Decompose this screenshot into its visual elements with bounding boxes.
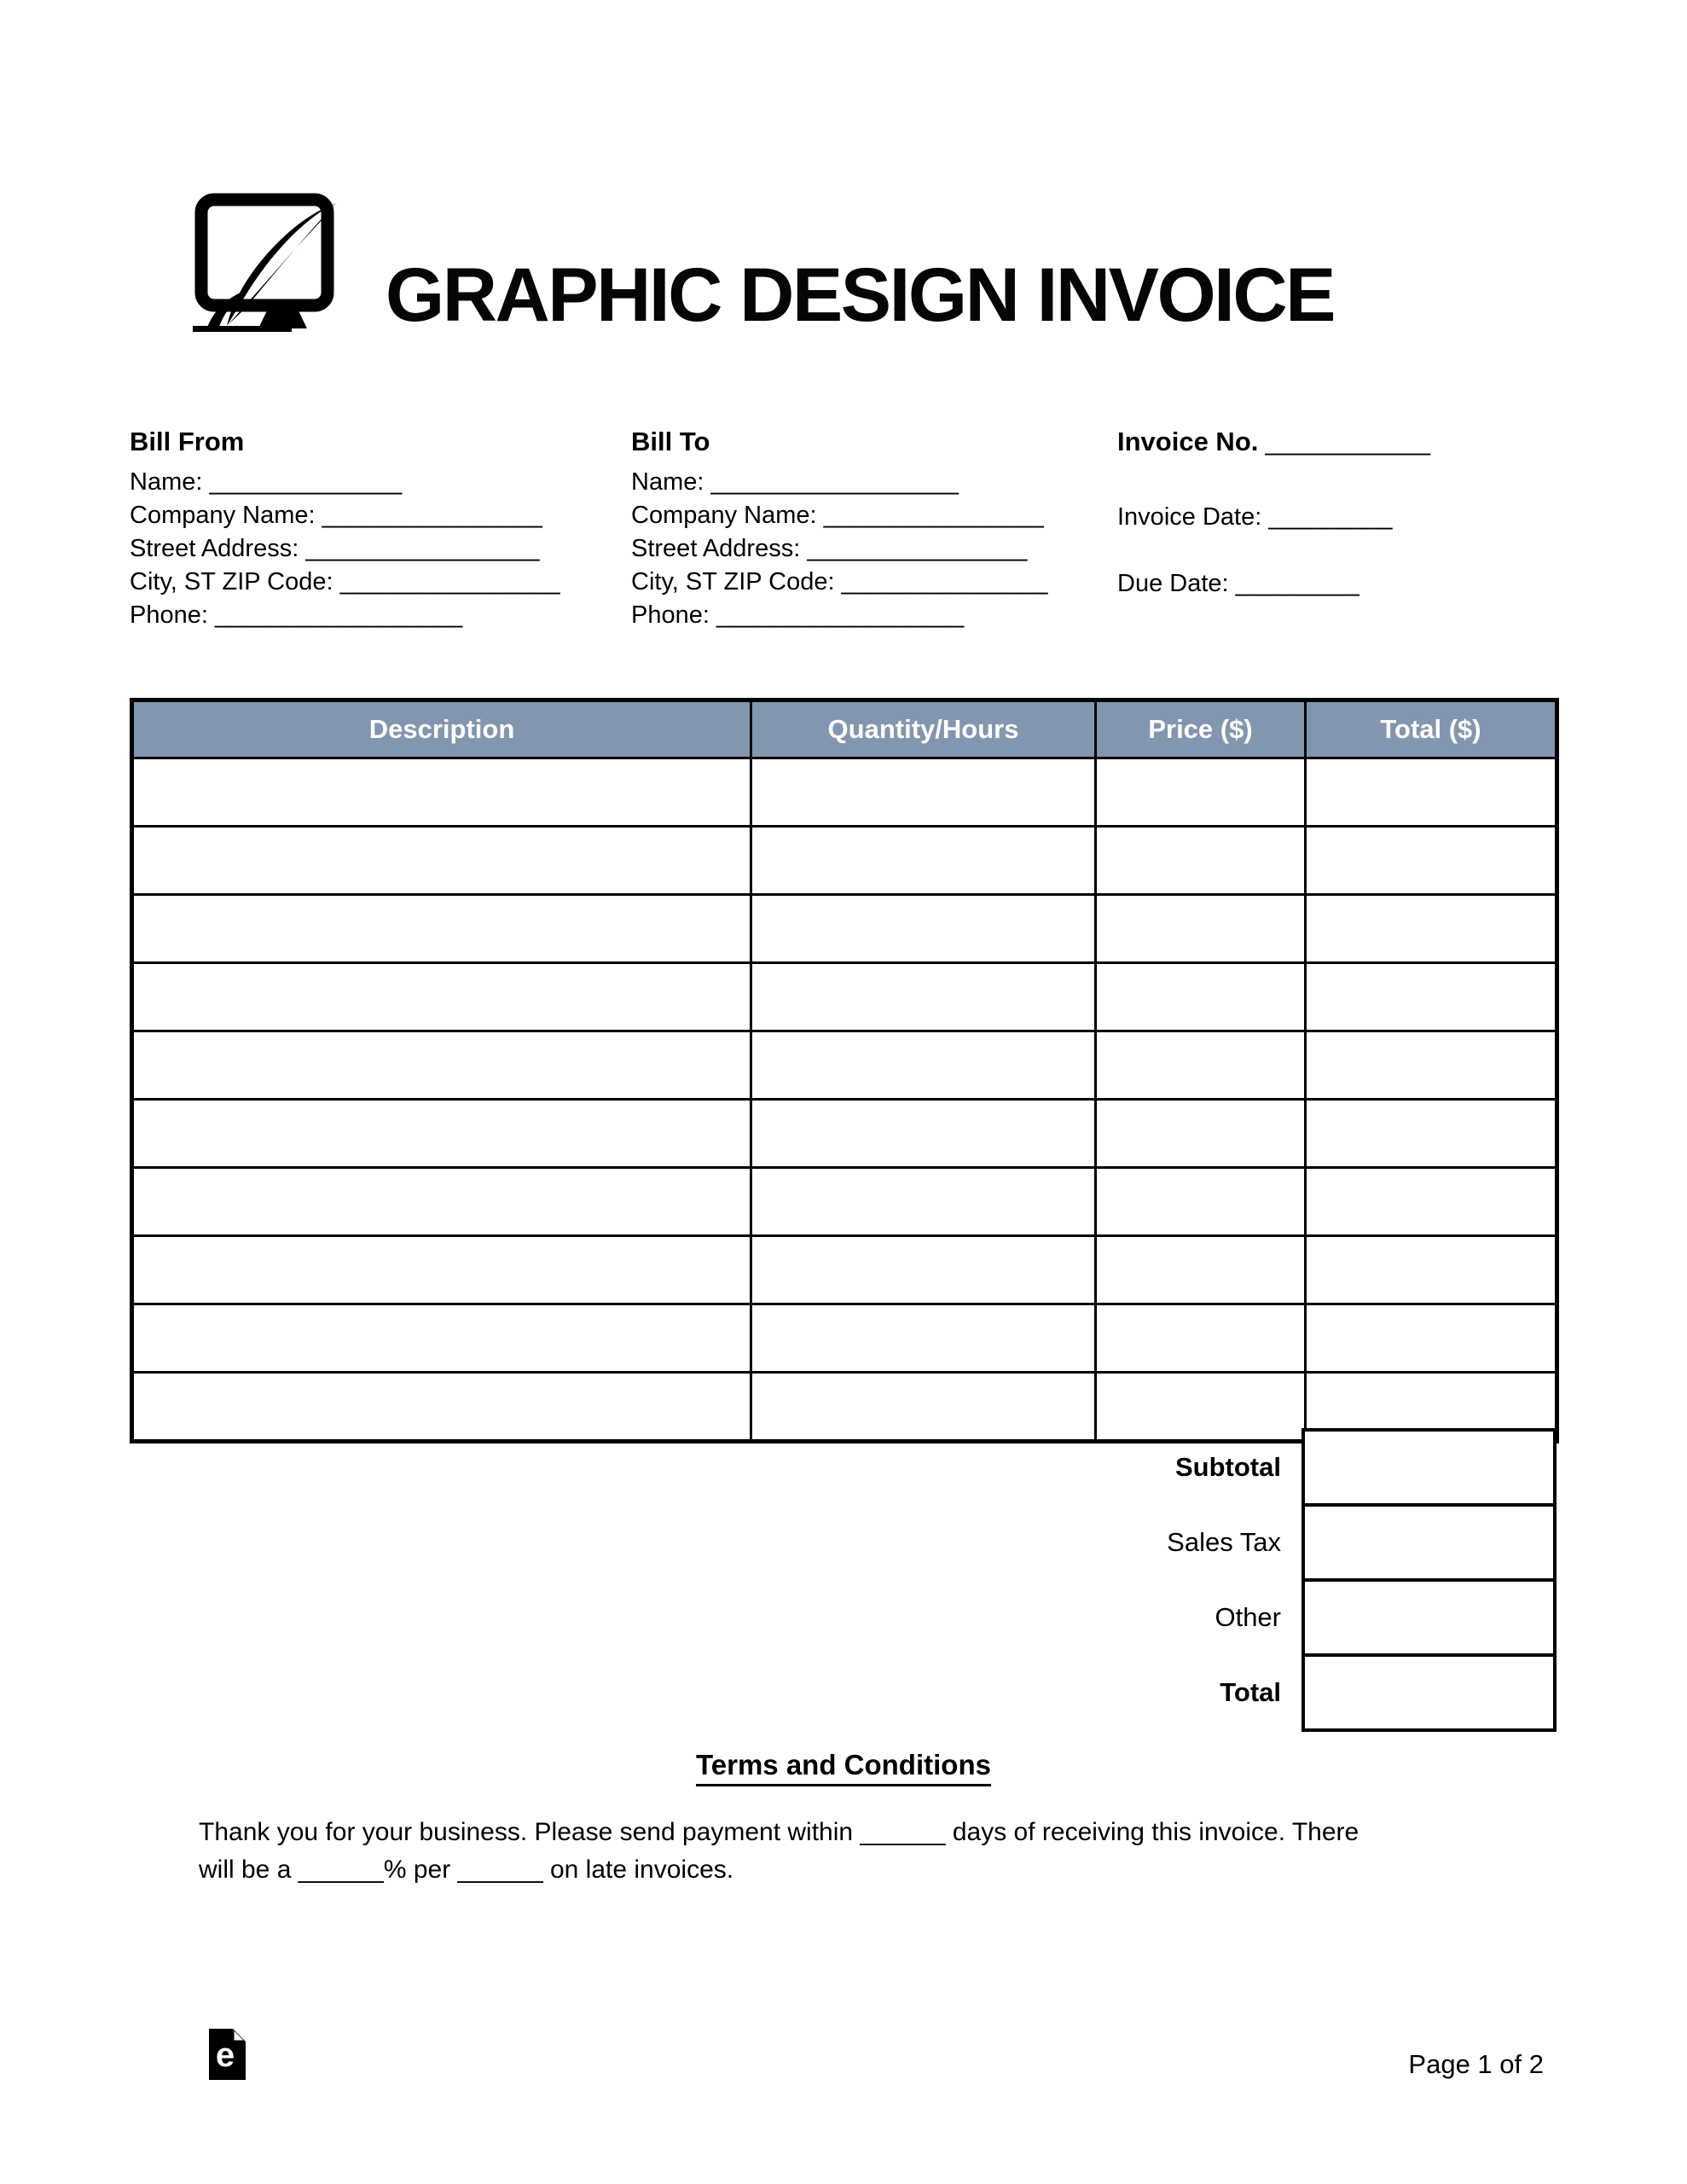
bill-from-phone: Phone: __________________ [130,601,463,629]
page-number: Page 1 of 2 [1408,2049,1544,2079]
bill-to-name: Name: __________________ [631,468,959,496]
bill-from-street: Street Address: _________________ [130,535,540,562]
table-cell-empty [1306,1031,1557,1100]
bill-from-company: Company Name: ________________ [130,502,542,529]
table-cell-empty [1306,1236,1557,1304]
bill-to-company: Company Name: ________________ [631,502,1044,529]
table-row [132,1168,1557,1236]
table-cell-empty [1096,1168,1306,1236]
table-cell-empty [1306,827,1557,895]
bill-from-section [130,425,560,632]
table-cell-empty [1096,827,1306,895]
invoice-items-table [130,698,1559,1443]
other-label: Other [1215,1602,1281,1632]
table-cell-empty [1096,963,1306,1031]
table-cell-empty [1306,895,1557,963]
invoice-meta-section [1117,425,1430,601]
table-cell-empty [751,1168,1096,1236]
table-row [132,758,1557,827]
table-row [132,895,1557,963]
table-cell-empty [1306,1168,1557,1236]
total-row [130,1655,1555,1730]
invoice-number-label: Invoice No. [1117,427,1259,456]
bill-from-name: Name: ______________ [130,468,403,496]
total-value-box [1303,1655,1555,1730]
table-cell-empty [1306,1304,1557,1373]
table-cell-empty [1096,1236,1306,1304]
table-cell-empty [1096,1304,1306,1373]
table-row [132,1031,1557,1100]
sales-tax-label: Sales Tax [1167,1527,1281,1557]
sales-tax-row [130,1505,1555,1580]
invoice-number-line [1117,425,1430,460]
eforms-logo [207,2027,247,2082]
table-cell-empty [132,1100,751,1168]
table-cell-empty [1096,1100,1306,1168]
table-cell-empty [132,1168,751,1236]
total-label: Total [1220,1677,1281,1707]
monitor-quill-icon [191,189,350,338]
table-cell-empty [1306,1100,1557,1168]
table-row [132,1236,1557,1304]
table-cell-empty [132,827,751,895]
sales-tax-value-box [1303,1505,1555,1580]
table-cell-empty [751,1304,1096,1373]
table-header-row [132,700,1557,758]
other-row [130,1580,1555,1655]
table-cell-empty [751,1236,1096,1304]
table-cell-empty [751,758,1096,827]
invoice-date-line: Invoice Date: _________ [1117,503,1393,531]
terms-line-1: Thank you for your business. Please send payment within ______ days of receiving this invoice. There [199,1818,1359,1846]
bill-to-phone: Phone: __________________ [631,601,965,629]
bill-to-street: Street Address: ________________ [631,535,1028,562]
table-cell-empty [751,895,1096,963]
invoice-table-body [132,758,1557,1442]
graphic-design-logo [191,189,350,338]
bill-to-section [631,425,1048,632]
table-cell-empty [1306,963,1557,1031]
table-cell-empty [1096,758,1306,827]
subtotal-row [130,1430,1555,1505]
table-row [132,1304,1557,1373]
bill-to-city: City, ST ZIP Code: _______________ [631,568,1048,595]
totals-section [130,1428,1557,1732]
table-row [132,963,1557,1031]
bill-from-heading: Bill From [130,427,245,456]
invoice-number-blank: ____________ [1258,429,1430,456]
table-cell-empty [751,963,1096,1031]
table-cell-empty [132,758,751,827]
subtotal-value-box [1303,1430,1555,1505]
column-header-total: Total ($) [1306,700,1557,758]
terms-body [199,1814,1495,1889]
table-cell-empty [132,895,751,963]
terms-heading-text: Terms and Conditions [696,1749,991,1786]
other-value-box [1303,1580,1555,1655]
table-cell-empty [132,963,751,1031]
table-cell-empty [132,1304,751,1373]
due-date-line: Due Date: _________ [1117,570,1359,597]
eforms-document-icon [207,2027,247,2082]
table-row [132,827,1557,895]
column-header-quantity-hours: Quantity/Hours [751,700,1096,758]
table-cell-empty [751,1031,1096,1100]
table-cell-empty [1096,1031,1306,1100]
subtotal-label: Subtotal [1175,1452,1281,1482]
column-header-description: Description [132,700,751,758]
column-header-price: Price ($) [1096,700,1306,758]
table-cell-empty [132,1236,751,1304]
terms-heading [0,1749,1687,1786]
svg-text:e: e [215,2036,235,2074]
bill-from-city: City, ST ZIP Code: ________________ [130,568,560,595]
table-cell-empty [751,1100,1096,1168]
terms-line-2: will be a ______% per ______ on late invoices. [199,1856,734,1884]
table-cell-empty [132,1031,751,1100]
table-cell-empty [1306,758,1557,827]
spacer-line [1117,534,1430,567]
page-title: GRAPHIC DESIGN INVOICE [386,252,1335,337]
table-cell-empty [1096,895,1306,963]
table-cell-empty [751,827,1096,895]
table-row [132,1100,1557,1168]
bill-to-heading: Bill To [631,427,710,456]
spacer-line [1117,468,1430,501]
